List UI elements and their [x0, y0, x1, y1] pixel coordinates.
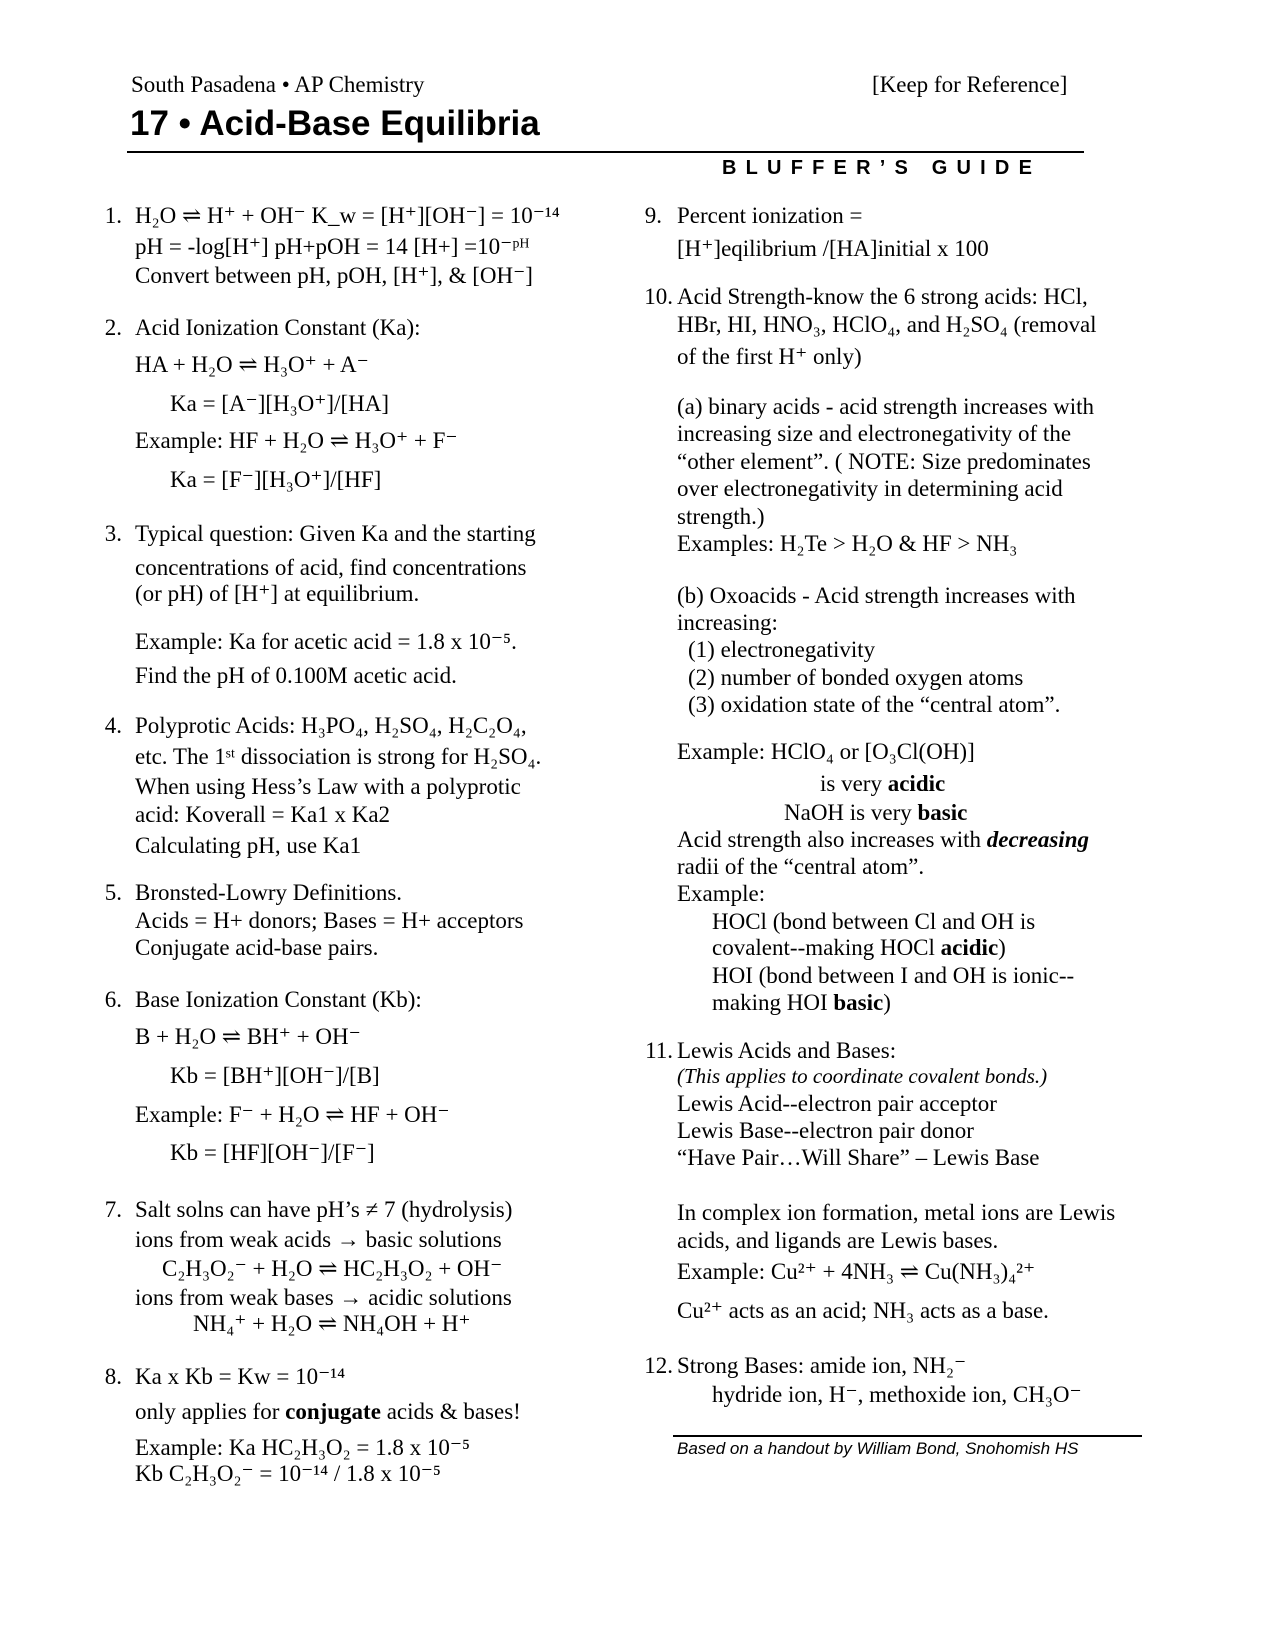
item-10c-text: is very [820, 771, 888, 796]
item-10-line: Acid Strength-know the 6 strong acids: HCl, [677, 284, 1088, 309]
item-2-line: Example: HF + H₂O ⇌ H₃O⁺ + F⁻ [135, 428, 458, 453]
item-8-bold: conjugate [285, 1399, 381, 1424]
item-number: 4. [104, 713, 122, 738]
item-7-line: ions from weak acids → basic solutions [135, 1227, 502, 1252]
item-4-line: Calculating pH, use Ka1 [135, 833, 362, 858]
item-1-line: Convert between pH, pOH, [H⁺], & [OH⁻] [135, 263, 533, 288]
item-number: 10. [644, 284, 673, 309]
item-10c-bold: basic [917, 800, 968, 825]
item-10c-text: ) [998, 935, 1006, 960]
item-10a-line: increasing size and electronegativity of the [677, 421, 1072, 446]
item-10b-line: (1) electronegativity [688, 637, 876, 662]
item-3-line: Find the pH of 0.100M acetic acid. [135, 663, 457, 688]
item-7-line: NH₄⁺ + H₂O ⇌ NH₄OH + H⁺ [193, 1311, 471, 1336]
item-number: 9. [644, 203, 662, 228]
item-11-line: Lewis Base--electron pair donor [677, 1118, 974, 1143]
item-11-line: acids, and ligands are Lewis bases. [677, 1228, 999, 1253]
item-6-line: Base Ionization Constant (Kb): [135, 987, 422, 1012]
item-3-line: Example: Ka for acetic acid = 1.8 x 10⁻⁵. [135, 629, 517, 654]
item-12-line: Strong Bases: amide ion, NH₂⁻ [677, 1353, 967, 1378]
item-2-line: HA + H₂O ⇌ H₃O⁺ + A⁻ [135, 352, 369, 377]
item-10b-line: (b) Oxoacids - Acid strength increases with [677, 583, 1076, 608]
item-4-line: Polyprotic Acids: H₃PO₄, H₂SO₄, H₂C₂O₄, [135, 713, 527, 738]
item-10c-bold: basic [833, 990, 884, 1015]
item-10c-line: radii of the “central atom”. [677, 854, 925, 879]
item-number: 12. [644, 1353, 673, 1378]
item-8-line: Ka x Kb = Kw = 10⁻¹⁴ [135, 1364, 346, 1389]
item-number: 8. [104, 1364, 122, 1389]
item-11-line: Example: Cu²⁺ + 4NH₃ ⇌ Cu(NH₃)₄²⁺ [677, 1259, 1036, 1284]
item-4-line: acid: Koverall = Ka1 x Ka2 [135, 802, 391, 827]
item-10b-line: increasing: [677, 610, 778, 635]
item-10c-bold: acidic [887, 771, 946, 796]
footer-rule [673, 1435, 1142, 1437]
title-rule [127, 151, 1084, 153]
item-10a-line: Examples: H₂Te > H₂O & HF > NH₃ [677, 531, 1018, 556]
item-10b-line: (2) number of bonded oxygen atoms [688, 665, 1024, 690]
footer-credit: Based on a handout by William Bond, Snohomish HS [677, 1439, 1079, 1458]
item-11-line: “Have Pair…Will Share” – Lewis Base [677, 1145, 1040, 1170]
item-11-line: In complex ion formation, metal ions are Lewis [677, 1200, 1116, 1225]
item-number: 6. [104, 987, 122, 1012]
item-10c-line: Example: HClO₄ or [O₃Cl(OH)] [677, 739, 975, 764]
item-9-line: [H⁺]eqilibrium /[HA]initial x 100 [677, 236, 989, 261]
item-number: 11. [645, 1038, 673, 1063]
item-10-line: of the first H⁺ only) [677, 344, 862, 369]
item-4-line: When using Hess’s Law with a polyprotic [135, 774, 521, 799]
item-7-line: Salt solns can have pH’s ≠ 7 (hydrolysis) [135, 1197, 513, 1222]
item-8-text: acids & bases! [380, 1399, 521, 1424]
item-6-line: B + H₂O ⇌ BH⁺ + OH⁻ [135, 1024, 361, 1049]
item-number: 1. [104, 203, 122, 228]
item-10c-line: HOI (bond between I and OH is ionic-- [712, 963, 1075, 988]
item-8-text: only applies for [135, 1399, 286, 1424]
keep-for-reference-note: [Keep for Reference] [872, 72, 1068, 97]
item-5-line: Conjugate acid-base pairs. [135, 935, 379, 960]
item-10c-line [677, 826, 1089, 853]
page-subtitle: BLUFFER’S GUIDE [722, 157, 1042, 179]
item-8-line: Example: Ka HC₂H₃O₂ = 1.8 x 10⁻⁵ [135, 1435, 471, 1460]
item-10c-text: NaOH is very [784, 800, 918, 825]
item-5-line: Acids = H+ donors; Bases = H+ acceptors [135, 908, 524, 933]
item-10c-line [820, 770, 945, 797]
item-10a-line: strength.) [677, 504, 765, 529]
item-8-line [135, 1398, 521, 1425]
item-5-line: Bronsted-Lowry Definitions. [135, 880, 403, 905]
item-2-line: Acid Ionization Constant (Ka): [135, 315, 421, 340]
item-number: 5. [104, 880, 122, 905]
item-10b-line: (3) oxidation state of the “central atom”. [688, 692, 1061, 717]
item-8-line: Kb C₂H₃O₂⁻ = 10⁻¹⁴ / 1.8 x 10⁻⁵ [135, 1461, 441, 1486]
item-7-line: ions from weak bases → acidic solutions [135, 1285, 512, 1310]
item-6-line: Kb = [HF][OH⁻]/[F⁻] [170, 1140, 375, 1165]
item-10c-text: Acid strength also increases with [677, 827, 987, 852]
item-1-line: pH = -log[H⁺] pH+pOH = 14 [H+] =10⁻ᵖᴴ [135, 234, 530, 259]
item-10c-line [712, 934, 1006, 961]
item-number: 3. [104, 521, 122, 546]
item-2-line: Ka = [A⁻][H₃O⁺]/[HA] [170, 391, 389, 416]
item-11-line: (This applies to coordinate covalent bonds.) [677, 1064, 1048, 1088]
item-10c-line: Example: [677, 881, 766, 906]
item-11-line: Cu²⁺ acts as an acid; NH₃ acts as a base. [677, 1298, 1049, 1323]
item-1-line: H₂O ⇌ H⁺ + OH⁻ K_w = [H⁺][OH⁻] = 10⁻¹⁴ [135, 203, 560, 228]
item-10c-line [712, 989, 891, 1016]
item-10a-line: over electronegativity in determining acid [677, 476, 1063, 501]
item-11-line: Lewis Acids and Bases: [677, 1038, 897, 1063]
item-3-line: Typical question: Given Ka and the starting [135, 521, 536, 546]
item-7-line: C₂H₃O₂⁻ + H₂O ⇌ HC₂H₃O₂ + OH⁻ [162, 1256, 503, 1281]
item-6-line: Kb = [BH⁺][OH⁻]/[B] [170, 1063, 380, 1088]
item-2-line: Ka = [F⁻][H₃O⁺]/[HF] [170, 467, 382, 492]
item-10c-line [784, 799, 967, 826]
item-10c-bold-italic: decreasing [986, 827, 1089, 852]
item-10c-line: HOCl (bond between Cl and OH is [712, 909, 1036, 934]
item-6-line: Example: F⁻ + H₂O ⇌ HF + OH⁻ [135, 1102, 450, 1127]
item-12-line: hydride ion, H⁻, methoxide ion, CH₃O⁻ [712, 1382, 1082, 1407]
item-number: 7. [104, 1197, 122, 1222]
item-10a-line: “other element”. ( NOTE: Size predominates [677, 449, 1091, 474]
item-10c-bold: acidic [940, 935, 999, 960]
item-4-line: etc. The 1ˢᵗ dissociation is strong for H₂SO₄. [135, 744, 542, 769]
item-10a-line: (a) binary acids - acid strength increases with [677, 394, 1095, 419]
item-10c-text: ) [883, 990, 891, 1015]
item-10-line: HBr, HI, HNO₃, HClO₄, and H₂SO₄ (removal [677, 312, 1097, 337]
item-3-line: concentrations of acid, find concentrations [135, 555, 527, 580]
item-9-line: Percent ionization = [677, 203, 863, 228]
item-10c-text: covalent--making HOCl [712, 935, 941, 960]
item-10c-text: making HOI [712, 990, 834, 1015]
page-title: 17 • Acid-Base Equilibria [130, 104, 540, 143]
item-11-line: Lewis Acid--electron pair acceptor [677, 1091, 997, 1116]
school-course-label: South Pasadena • AP Chemistry [131, 72, 425, 97]
item-number: 2. [104, 315, 122, 340]
item-3-line: (or pH) of [H⁺] at equilibrium. [135, 581, 420, 606]
